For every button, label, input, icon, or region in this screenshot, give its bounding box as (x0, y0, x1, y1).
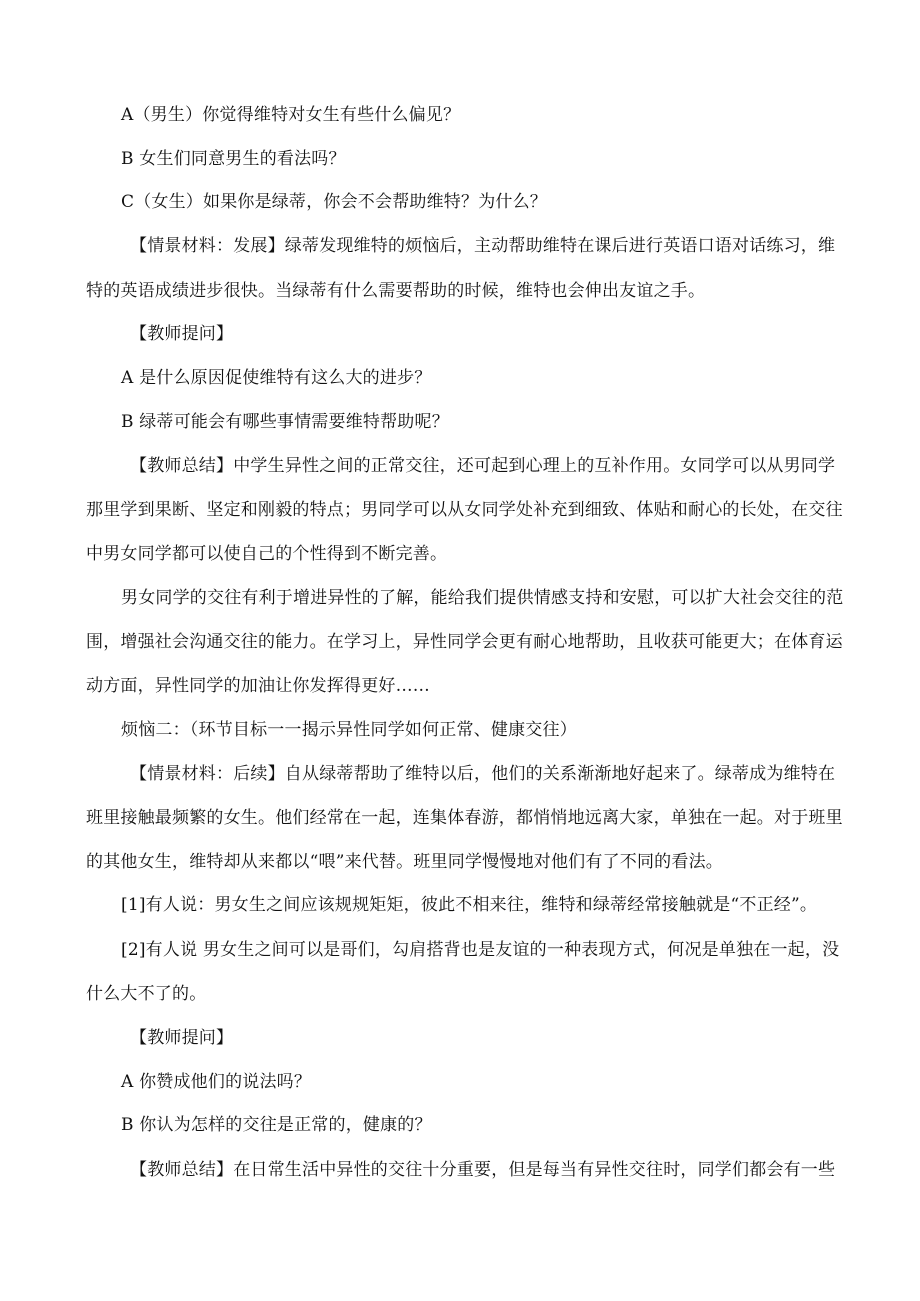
scenario-followup-line-3: 的其他女生，维特却从来都以“喂”来代替。班里同学慢慢地对他们有了不同的看法。 (86, 852, 723, 872)
scenario-followup-line-2: 班里接触最频繁的女生。他们经常在一起，连集体春游，都悄悄地远离大家，单独在一起。对于班里 (86, 808, 843, 828)
benefits-paragraph-line-1: 男女同学的交往有利于增进异性的了解，能给我们提供情感支持和安慰，可以扩大社会交往的范 (121, 588, 844, 608)
trouble-two-heading: 烦恼二：（环节目标一一揭示异性同学如何正常、健康交往） (121, 720, 577, 740)
teacher-summary-line-3: 中男女同学都可以使自己的个性得到不断完善。 (86, 544, 448, 564)
teacher-question-a-2: A 你赞成他们的说法吗？ (121, 1072, 312, 1092)
teacher-summary-line-2: 那里学到果断、坚定和刚毅的特点；男同学可以从女同学处补充到细致、体贴和耐心的长处，在交往 (86, 500, 843, 520)
question-c-girls: C（女生）如果你是绿蒂，你会不会帮助维特？为什么？ (121, 192, 548, 212)
teacher-question-heading-2: 【教师提问】 (130, 1028, 234, 1048)
opinion-one: [1]有人说：男女生之间应该规规矩矩，彼此不相来往，维特和绿蒂经常接触就是“不正经”。 (121, 895, 818, 915)
scenario-followup-line-1: 【情景材料：后续】自从绿蒂帮助了维特以后，他们的关系渐渐地好起来了。绿蒂成为维特在 (130, 764, 836, 784)
opinion-two-line-1: [2]有人说 男女生之间可以是哥们，勾肩搭背也是友谊的一种表现方式，何况是单独在一起，没 (121, 940, 840, 960)
teacher-summary-2-line-1: 【教师总结】在日常生活中异性的交往十分重要，但是每当有异性交往时，同学们都会有一些 (130, 1160, 836, 1180)
question-a-boys: A（男生）你觉得维特对女生有些什么偏见？ (121, 105, 461, 125)
teacher-question-heading: 【教师提问】 (130, 324, 234, 344)
teacher-question-b-2: B 你认为怎样的交往是正常的，健康的？ (121, 1115, 432, 1135)
teacher-question-a: A 是什么原因促使维特有这么大的进步？ (121, 368, 432, 388)
benefits-paragraph-line-3: 动方面，异性同学的加油让你发挥得更好…… (86, 676, 430, 696)
teacher-summary-line-1: 【教师总结】中学生异性之间的正常交往，还可起到心理上的互补作用。女同学可以从男同学 (130, 456, 836, 476)
scenario-development-line-1: 【情景材料：发展】绿蒂发现维特的烦恼后，主动帮助维特在课后进行英语口语对话练习，维 (130, 236, 836, 256)
scenario-development-line-2: 特的英语成绩进步很快。当绿蒂有什么需要帮助的时候，维特也会伸出友谊之手。 (86, 281, 706, 301)
question-b-girls-agree: B 女生们同意男生的看法吗？ (121, 149, 346, 169)
opinion-two-line-2: 什么大不了的。 (86, 984, 207, 1004)
teacher-question-b: B 绿蒂可能会有哪些事情需要维特帮助呢？ (121, 412, 449, 432)
benefits-paragraph-line-2: 围，增强社会沟通交往的能力。在学习上，异性同学会更有耐心地帮助，且收获可能更大；在体育运 (86, 632, 843, 652)
